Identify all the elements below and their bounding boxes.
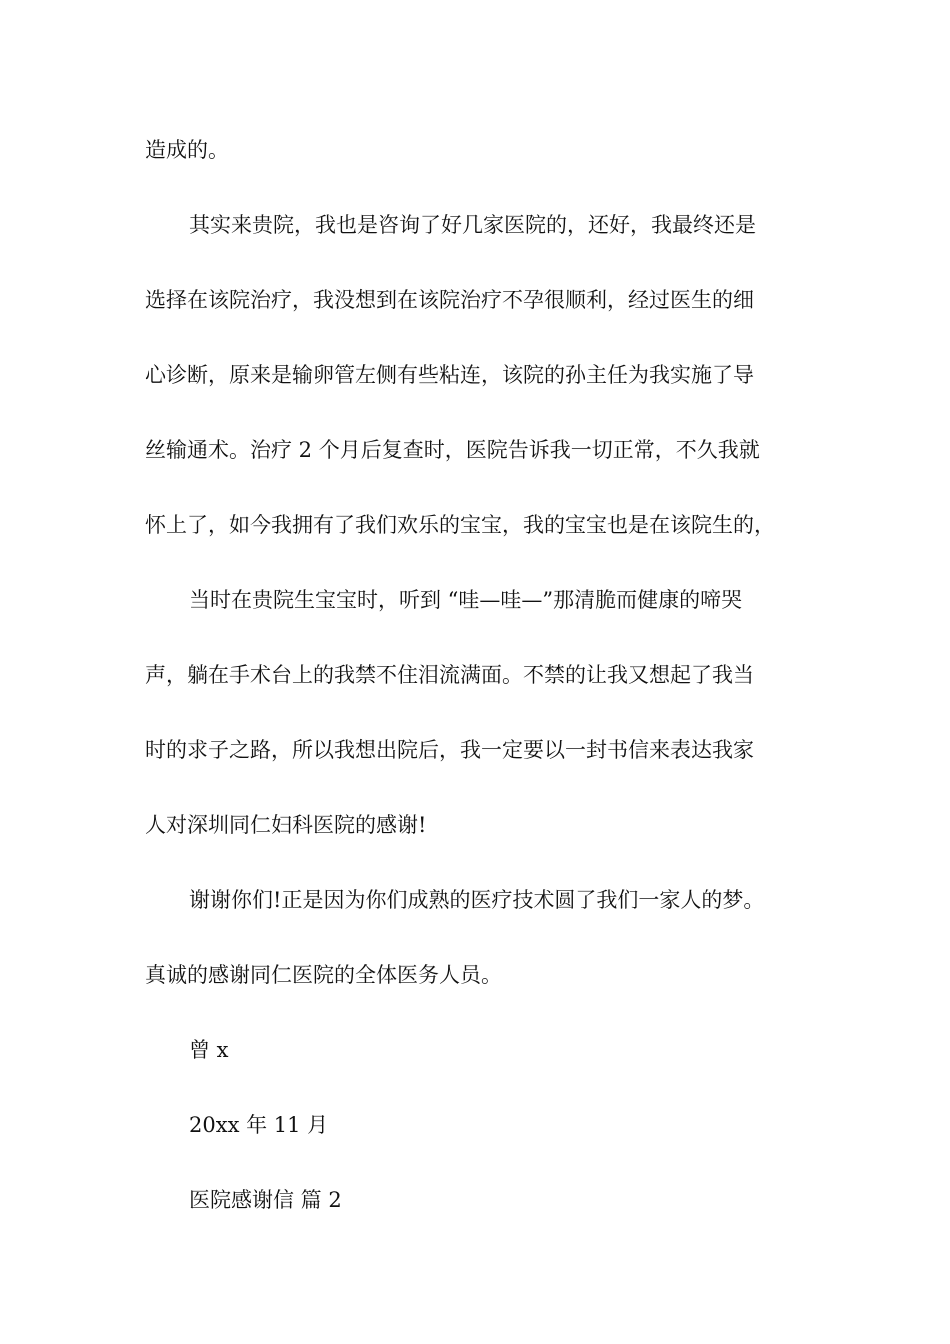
signature-name: 曾 x [189, 1038, 229, 1062]
text-line: 时的求子之路，所以我想出院后，我一定要以一封书信来表达我家 [145, 738, 754, 762]
text-line: 声，躺在手术台上的我禁不住泪流满面。不禁的让我又想起了我当 [145, 663, 754, 687]
paragraph-start-line: 其实来贵院，我也是咨询了好几家医院的，还好，我最终还是 [189, 213, 756, 237]
letter-body [145, 113, 815, 1238]
text-line: 造成的。 [145, 138, 229, 162]
text-line: 丝输通术。治疗 2 个月后复查时，医院告诉我一切正常，不久我就 [145, 438, 760, 462]
text-line: 心诊断，原来是输卵管左侧有些粘连，该院的孙主任为我实施了导 [145, 363, 754, 387]
text-line: 怀上了，如今我拥有了我们欢乐的宝宝，我的宝宝也是在该院生的， [145, 513, 775, 537]
paragraph-start-line: 当时在贵院生宝宝时，听到 “哇—哇—”那清脆而健康的啼哭 [189, 588, 743, 612]
signature-date: 20xx 年 11 月 [189, 1113, 329, 1137]
text-line: 人对深圳同仁妇科医院的感谢! [145, 813, 427, 837]
paragraph-start-line: 谢谢你们!正是因为你们成熟的医疗技术圆了我们一家人的梦。 [189, 888, 765, 912]
text-line: 真诚的感谢同仁医院的全体医务人员。 [145, 963, 502, 987]
text-line: 选择在该院治疗，我没想到在该院治疗不孕很顺利，经过医生的细 [145, 288, 754, 312]
section-heading: 医院感谢信 篇 2 [189, 1188, 342, 1212]
